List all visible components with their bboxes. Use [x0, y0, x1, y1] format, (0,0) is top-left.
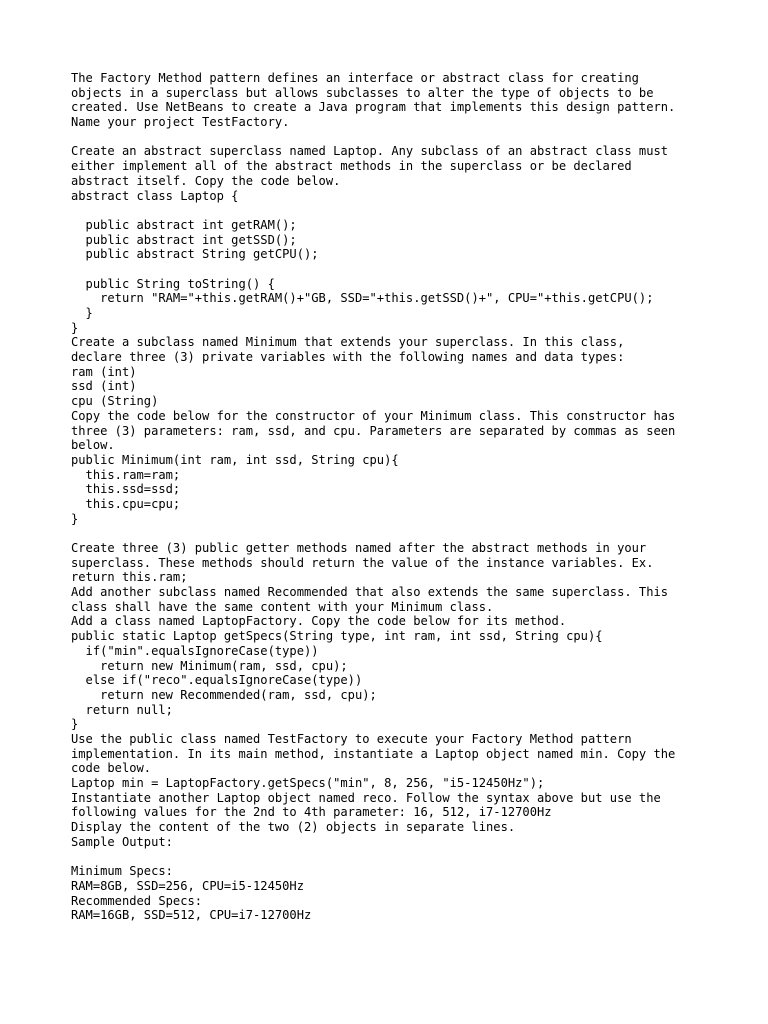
text-line: Name your project TestFactory.: [71, 115, 290, 130]
code-line: public abstract int getSSD();: [71, 232, 297, 247]
code-line: }: [71, 306, 93, 320]
text-line: superclass. These methods should return the value of the instance variables. Ex.: [71, 555, 654, 570]
code-line: public String toString() {: [71, 276, 275, 291]
text-line: below.: [71, 438, 115, 453]
sample-output-line: RAM=16GB, SSD=512, CPU=i7-12700Hz: [71, 908, 312, 923]
code-line: return "RAM="+this.getRAM()+"GB, SSD="+this.getSSD()+", CPU="+this.getCPU();: [71, 291, 654, 306]
code-line: this.ssd=ssd;: [71, 482, 181, 497]
code-line: this.cpu=cpu;: [71, 496, 181, 511]
text-line: Create a subclass named Minimum that extends your superclass. In this class,: [71, 335, 625, 350]
text-line: ram (int): [71, 364, 137, 379]
code-line: else if("reco".equalsIgnoreCase(type)): [71, 673, 363, 688]
code-line: return new Recommended(ram, ssd, cpu);: [71, 687, 377, 702]
text-line: cpu (String): [71, 394, 159, 409]
text-line: objects in a superclass but allows subclasses to alter the type of objects to be: [71, 85, 654, 100]
code-line: public Minimum(int ram, int ssd, String cpu){: [71, 452, 399, 467]
text-line: declare three (3) private variables with the following names and data types:: [71, 350, 625, 365]
text-line: Display the content of the two (2) objects in separate lines.: [71, 820, 516, 835]
code-line: public abstract int getRAM();: [71, 217, 297, 232]
sample-output-line: RAM=8GB, SSD=256, CPU=i5-12450Hz: [71, 878, 304, 893]
code-line: public abstract String getCPU();: [71, 247, 319, 262]
code-line: abstract class Laptop {: [71, 188, 239, 203]
text-line: either implement all of the abstract methods in the superclass or be declared: [71, 159, 632, 174]
text-line: Use the public class named TestFactory to execute your Factory Method pattern: [71, 731, 632, 746]
document-body: [71, 71, 761, 923]
code-line: }: [71, 717, 79, 732]
blank-line: [71, 526, 761, 541]
text-line: Copy the code below for the constructor of your Minimum class. This constructor has: [71, 408, 676, 423]
text-line: abstract itself. Copy the code below.: [71, 173, 341, 188]
text-line: three (3) parameters: ram, ssd, and cpu. Parameters are separated by commas as seen: [71, 423, 676, 438]
code-line: public static Laptop getSpecs(String type, int ram, int ssd, String cpu){: [71, 629, 603, 644]
text-line: created. Use NetBeans to create a Java program that implements this design pattern.: [71, 100, 676, 115]
code-line: return null;: [71, 702, 173, 717]
code-line: return this.ram;: [71, 570, 188, 585]
text-line: code below.: [71, 761, 152, 776]
sample-output-line: Minimum Specs:: [71, 864, 173, 879]
text-line: following values for the 2nd to 4th parameter: 16, 512, i7-12700Hz: [71, 805, 552, 820]
blank-line: [71, 262, 761, 277]
text-line: class shall have the same content with your Minimum class.: [71, 599, 494, 614]
text-line: Add a class named LaptopFactory. Copy the code below for its method.: [71, 614, 567, 629]
sample-output-line: Recommended Specs:: [71, 893, 203, 908]
blank-line: [71, 849, 761, 864]
blank-line: [71, 203, 761, 218]
code-line: this.ram=ram;: [71, 467, 181, 482]
text-line: Instantiate another Laptop object named reco. Follow the syntax above but use the: [71, 790, 661, 805]
text-line: The Factory Method pattern defines an interface or abstract class for creating: [71, 71, 639, 85]
text-line: Sample Output:: [71, 834, 173, 849]
text-line: implementation. In its main method, instantiate a Laptop object named min. Copy the: [71, 746, 676, 761]
code-line: Laptop min = LaptopFactory.getSpecs("min", 8, 256, "i5-12450Hz");: [71, 776, 545, 790]
code-line: return new Minimum(ram, ssd, cpu);: [71, 658, 348, 673]
text-line: Create an abstract superclass named Laptop. Any subclass of an abstract class must: [71, 144, 669, 159]
text-line: ssd (int): [71, 379, 137, 394]
code-line: if("min".equalsIgnoreCase(type)): [71, 643, 319, 658]
code-line: }: [71, 511, 79, 526]
blank-line: [71, 130, 761, 145]
text-line: Create three (3) public getter methods named after the abstract methods in your: [71, 541, 647, 555]
code-line: }: [71, 320, 79, 335]
text-line: Add another subclass named Recommended that also extends the same superclass. This: [71, 585, 669, 600]
